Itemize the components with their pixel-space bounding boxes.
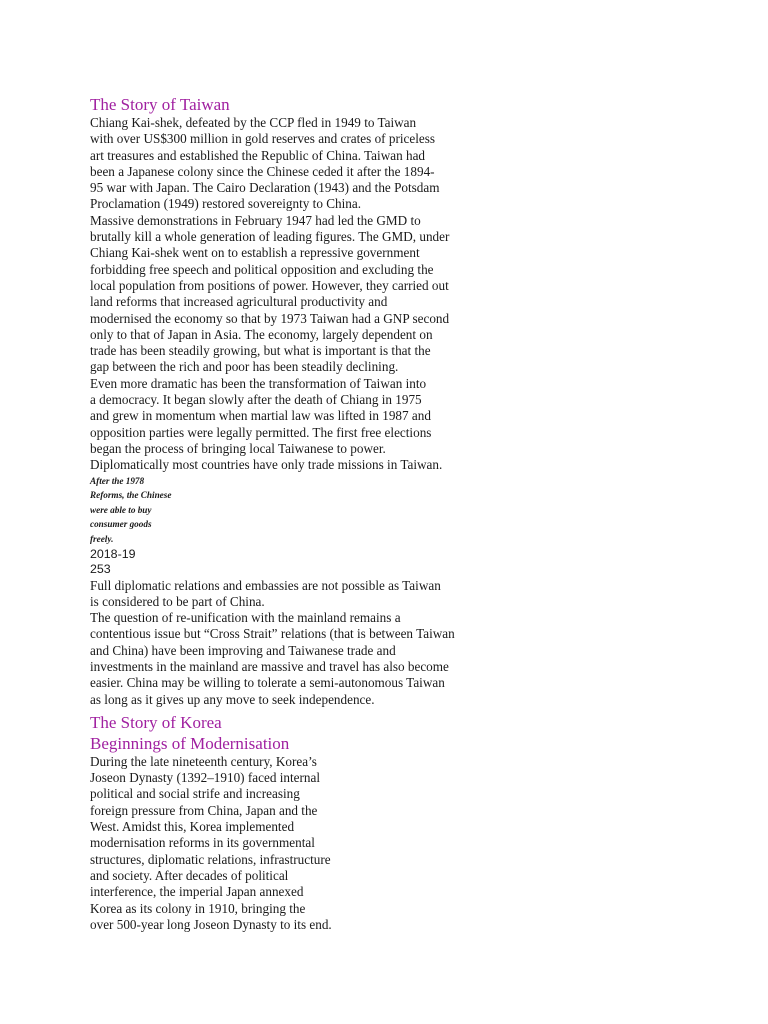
text-line: West. Amidst this, Korea implemented — [90, 819, 295, 835]
text-line: and grew in momentum when martial law was lifted in 1987 and — [90, 408, 431, 424]
text-line: modernisation reforms in its governmental — [90, 835, 315, 851]
text-line: trade has been steadily growing, but what is important is that the — [90, 343, 431, 359]
text-line: as long as it gives up any move to seek independence. — [90, 691, 375, 707]
text-line: Diplomatically most countries have only trade missions in Taiwan. — [90, 457, 443, 473]
text-line: over 500-year long Joseon Dynasty to its end. — [90, 916, 332, 932]
text-line: brutally kill a whole generation of leading figures. The GMD, under — [90, 229, 450, 245]
text-line: gap between the rich and poor has been steadily declining. — [90, 359, 399, 375]
text-line: Massive demonstrations in February 1947 had led the GMD to — [90, 212, 421, 228]
text-line: investments in the mainland are massive and travel has also become — [90, 658, 449, 674]
document-page — [90, 94, 490, 933]
korea-subheading: Beginnings of Modernisation — [90, 733, 290, 753]
korea-body — [90, 754, 490, 933]
page-number: 253 — [90, 562, 111, 576]
sidenote-line: were able to buy — [90, 504, 152, 515]
text-line: Even more dramatic has been the transformation of Taiwan into — [90, 375, 427, 391]
text-line: opposition parties were legally permitted. The first free elections — [90, 424, 432, 440]
text-line: land reforms that increased agricultural productivity and — [90, 294, 388, 310]
text-line: a democracy. It began slowly after the death of Chiang in 1975 — [90, 392, 422, 408]
text-line: local population from positions of power. However, they carried out — [90, 277, 449, 293]
text-line: structures, diplomatic relations, infrastructure — [90, 851, 331, 867]
taiwan-body-part2 — [90, 578, 490, 708]
sidenote-line: consumer goods — [90, 519, 152, 530]
text-line: 95 war with Japan. The Cairo Declaration (1943) and the Potsdam — [90, 180, 440, 196]
year-label: 2018-19 — [90, 546, 136, 561]
text-line: began the process of bringing local Taiwanese to power. — [90, 440, 386, 456]
text-line: art treasures and established the Republic of China. Taiwan had — [90, 147, 426, 163]
text-line: Full diplomatic relations and embassies are not possible as Taiwan — [90, 577, 441, 593]
sidenote-line: Reforms, the Chinese — [90, 490, 172, 501]
taiwan-heading: The Story of Taiwan — [90, 95, 230, 114]
korea-heading: The Story of Korea — [90, 712, 222, 732]
text-line: only to that of Japan in Asia. The economy, largely dependent on — [90, 326, 433, 342]
text-line: easier. China may be willing to tolerate a semi-autonomous Taiwan — [90, 675, 445, 691]
text-line: The question of re-unification with the mainland remains a — [90, 610, 401, 626]
sidenote — [90, 474, 490, 547]
text-line: and society. After decades of political — [90, 867, 289, 883]
text-line: Proclamation (1949) restored sovereignty to China. — [90, 196, 362, 212]
taiwan-body-part1 — [90, 115, 490, 474]
sidenote-line: freely. — [90, 533, 114, 544]
text-line: and China) have been improving and Taiwanese trade and — [90, 642, 396, 658]
text-line: with over US$300 million in gold reserves and crates of priceless — [90, 131, 435, 147]
text-line: Joseon Dynasty (1392–1910) faced internal — [90, 770, 320, 786]
text-line: Chiang Kai-shek, defeated by the CCP fled in 1949 to Taiwan — [90, 115, 417, 130]
text-line: been a Japanese colony since the Chinese ceded it after the 1894- — [90, 163, 435, 179]
text-line: forbidding free speech and political opposition and excluding the — [90, 261, 434, 277]
text-line: interference, the imperial Japan annexed — [90, 884, 304, 900]
text-line: During the late nineteenth century, Korea’s — [90, 753, 317, 769]
text-line: foreign pressure from China, Japan and the — [90, 802, 318, 818]
sidenote-line: After the 1978 — [90, 475, 145, 486]
text-line: is considered to be part of China. — [90, 593, 265, 609]
text-line: Chiang Kai-shek went on to establish a repressive government — [90, 245, 420, 261]
text-line: Korea as its colony in 1910, bringing the — [90, 900, 306, 916]
text-line: modernised the economy so that by 1973 Taiwan had a GNP second — [90, 310, 450, 326]
text-line: contentious issue but “Cross Strait” relations (that is between Taiwan — [90, 626, 455, 642]
text-line: political and social strife and increasing — [90, 786, 300, 802]
